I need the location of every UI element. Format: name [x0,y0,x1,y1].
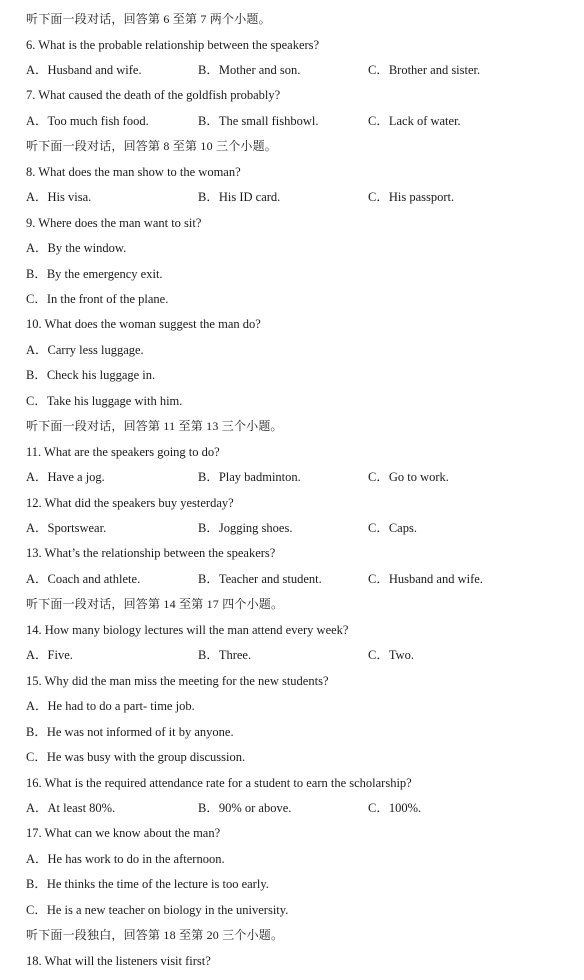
answer-option: C．Husband and wife. [368,571,483,586]
answer-option: B．He thinks the time of the lecture is too early. [26,877,269,892]
answer-option: A．Have a jog. [26,470,105,485]
section-instruction: 听下面一段对话，回答第 11 至第 13 三个小题。 [26,419,283,434]
question-text-line [0,34,584,56]
question-text: 14. How many biology lectures will the man attend every week? [26,622,349,637]
question-text-line [0,212,584,234]
answer-option-line [0,873,584,895]
section-instruction: 听下面一段对话，回答第 8 至第 10 三个小题。 [26,139,278,154]
answer-option: B．Teacher and student. [198,571,322,586]
answer-option-line [0,390,584,412]
question-text: 7. What caused the death of the goldfish probably? [26,88,281,103]
answer-option: C．In the front of the plane. [26,291,169,306]
options-row [0,517,584,539]
answer-option: B．By the emergency exit. [26,266,163,281]
answer-option-line [0,848,584,870]
question-text: 6. What is the probable relationship between the speakers? [26,37,320,52]
question-text: 17. What can we know about the man? [26,826,221,841]
answer-option: B．Check his luggage in. [26,368,156,383]
answer-option: C．He is a new teacher on biology in the university. [26,902,289,917]
answer-option: C．Brother and sister. [368,62,481,77]
question-text: 13. What’s the relationship between the speakers? [26,546,276,561]
question-text-line [0,313,584,335]
answer-option: C．He was busy with the group discussion. [26,750,246,764]
section-instruction: 听下面一段对话，回答第 6 至第 7 两个小题。 [26,12,271,26]
question-text-line [0,542,584,564]
question-text-line [0,619,584,641]
question-text-line [0,772,584,794]
answer-option: B．He was not informed of it by anyone. [26,724,234,739]
question-text: 11. What are the speakers going to do? [26,444,220,459]
section-instruction-line [0,135,584,157]
question-text: 15. Why did the man miss the meeting for the new students? [26,673,329,688]
section-instruction-line [0,924,584,946]
answer-option-line [0,288,584,310]
answer-option: C．100%. [368,800,422,815]
answer-option: C．Take his luggage with him. [26,393,183,408]
section-instruction: 听下面一段独白，回答第 18 至第 20 三个小题。 [26,928,284,943]
question-text: 8. What does the man show to the woman? [26,164,241,179]
answer-option: C．Two. [368,648,415,663]
answer-option: A．Too much fish food. [26,113,149,128]
options-row [0,568,584,590]
options-row [0,110,584,132]
answer-option: B．His ID card. [198,190,281,205]
answer-option: A．Husband and wife. [26,62,142,77]
answer-option: B．Mother and son. [198,62,301,77]
answer-option: B．The small fishbowl. [198,113,319,128]
answer-option: B．Play badminton. [198,470,301,485]
answer-option: B．Jogging shoes. [198,521,293,535]
answer-option: C．His passport. [368,190,455,205]
options-row [0,797,584,819]
question-text-line [0,492,584,514]
question-text: 18. What will the listeners visit first? [26,953,211,968]
answer-option: B．Three. [198,648,252,663]
section-instruction: 听下面一段对话，回答第 14 至第 17 四个小题。 [26,597,284,612]
options-row [0,644,584,666]
answer-option-line [0,339,584,361]
answer-option-line [0,364,584,386]
options-row [0,186,584,208]
answer-option: A．At least 80%. [26,800,116,815]
answer-option: A．Sportswear. [26,521,107,535]
answer-option-line [0,899,584,921]
answer-option: A．He has work to do in the afternoon. [26,851,225,866]
question-text-line [0,84,584,106]
answer-option: C．Lack of water. [368,113,461,128]
answer-option-line [0,695,584,717]
answer-option: C．Caps. [368,521,417,535]
answer-option: A．Coach and athlete. [26,571,141,586]
section-instruction-line [0,415,584,437]
question-text-line [0,950,584,972]
answer-option: C．Go to work. [368,470,449,485]
question-text: 9. Where does the man want to sit? [26,215,202,230]
question-text-line [0,441,584,463]
question-text-line [0,670,584,692]
answer-option-line [0,263,584,285]
options-row [0,59,584,81]
answer-option-line [0,721,584,743]
question-text-line [0,161,584,183]
answer-option-line [0,746,584,768]
section-instruction-line [0,8,584,30]
options-row [0,466,584,488]
question-text-line [0,822,584,844]
answer-option-line [0,237,584,259]
answer-option: B．90% or above. [198,800,292,815]
question-text: 10. What does the woman suggest the man do? [26,317,261,332]
answer-option: A．By the window. [26,241,127,255]
answer-option: A．Five. [26,648,73,663]
answer-option: A．His visa. [26,190,92,205]
section-instruction-line [0,593,584,615]
question-text: 16. What is the required attendance rate for a student to earn the scholarship? [26,775,412,790]
question-text: 12. What did the speakers buy yesterday? [26,495,234,510]
answer-option: A．Carry less luggage. [26,342,144,357]
answer-option: A．He had to do a part- time job. [26,699,195,714]
